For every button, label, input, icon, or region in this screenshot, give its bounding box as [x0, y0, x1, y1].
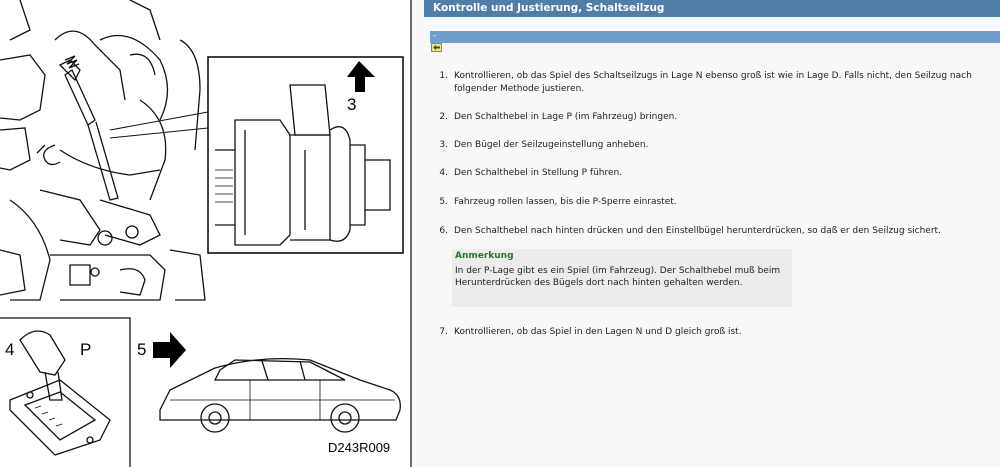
callout-4: 4 [5, 340, 15, 359]
note-box [452, 249, 792, 307]
callout-5: 5 [137, 340, 147, 359]
note-title: Anmerkung [455, 251, 514, 261]
document-pane: Kontrolle und Justierung, Schaltseilzug - 1. Kontrollieren, ob das Spiel des Schaltseilzugs in Lage N ebenso groß ist wie in Lage D. Falls nicht, den Seilzug nach folgender Methode justieren. 2. Den Schalthebel in Lage P (im Fahrzeug) bringen. 3. Den Bügel der Seilzugeinstellung anheben. 4. Den Schalthebel in Stellung P führen. 5. Fahrzeug rollen lassen, bis die P-Sperre einrastet. 6. Den Schalthebel nach hinten drücken und den Einstellbügel herunterdrücken, so daß er den Seilzug sichert. Anmerkung In der P-Lage gibt es ein Spiel (im Fahrzeug). Der Schalthebel muß beim Herunterdrücken des Bügels dort nach hinten gehalten werden. 7. Kontrollieren, ob das Spiel in den Lagen N und D gleich groß ist. [412, 0, 1000, 467]
callout-p: P [80, 340, 92, 359]
callout-3: 3 [347, 95, 357, 114]
subheader-bar: - [430, 31, 1000, 43]
arrow-right-icon [153, 332, 186, 368]
page-title: Kontrolle und Justierung, Schaltseilzug [424, 0, 1000, 17]
note-body: In der P-Lage gibt es ein Spiel (im Fahrzeug). Der Schalthebel muß beim Herunterdrücken des Bügels dort nach hinten gehalten werden. [455, 266, 781, 288]
arrow-up-icon [347, 61, 375, 92]
figure-caption: D243R009 [328, 440, 391, 455]
mechanism-drawing [0, 0, 410, 467]
technical-illustration [0, 0, 410, 467]
back-icon[interactable] [431, 43, 442, 52]
